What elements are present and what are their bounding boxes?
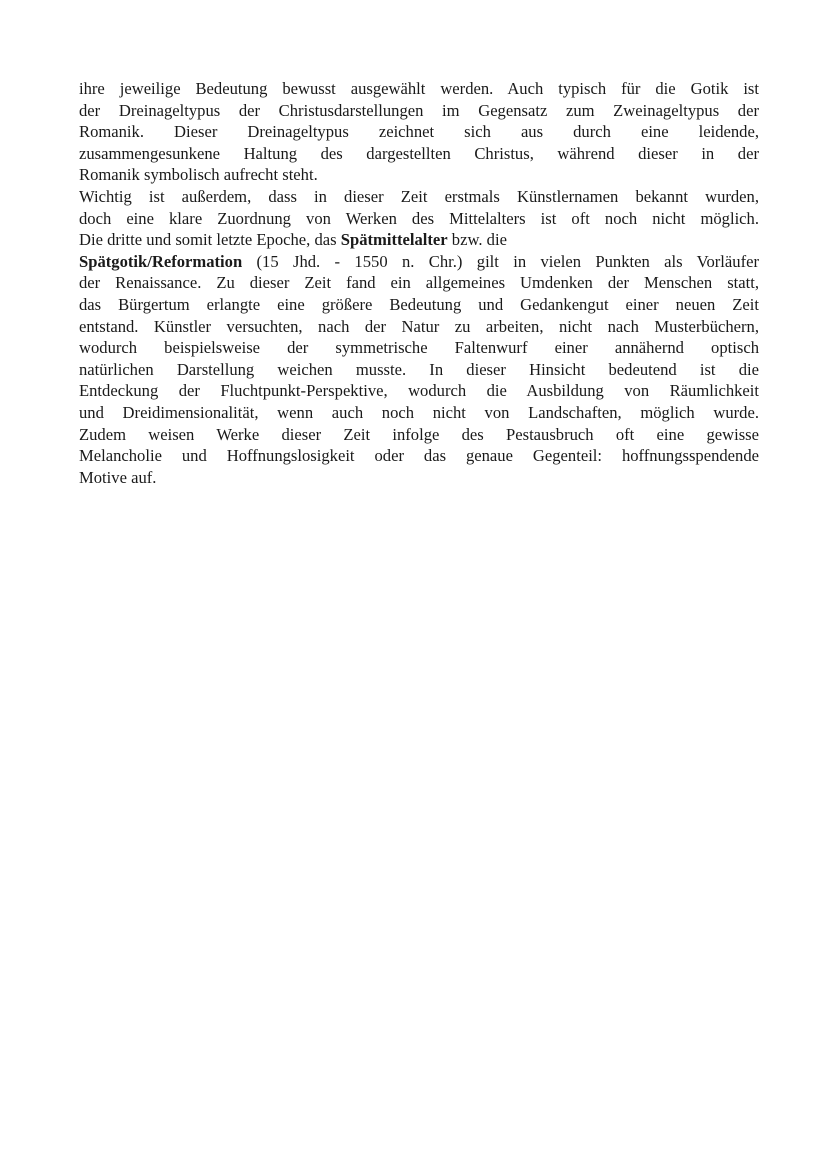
text-run: der Dreinageltypus der Christusdarstellungen im Gegensatz zum Zweinageltypus der xyxy=(79,100,759,120)
text-line xyxy=(79,164,759,186)
text-run: der Renaissance. Zu dieser Zeit fand ein allgemeines Umdenken der Menschen statt, xyxy=(79,273,759,293)
text-line xyxy=(79,402,759,424)
text-line xyxy=(79,467,759,489)
text-run: Romanik symbolisch aufrecht steht. xyxy=(79,165,318,185)
text-line xyxy=(79,359,759,381)
text-line xyxy=(79,143,759,165)
text-run: Die dritte und somit letzte Epoche, das xyxy=(79,230,341,250)
text-run: zusammengesunkene Haltung des dargestellten Christus, während dieser in der xyxy=(79,143,759,163)
text-run: ihre jeweilige Bedeutung bewusst ausgewählt werden. Auch typisch für die Gotik ist xyxy=(79,79,759,98)
text-line xyxy=(79,121,759,143)
text-line xyxy=(79,229,759,251)
text-line xyxy=(79,316,759,338)
text-run: Zudem weisen Werke dieser Zeit infolge des Pestausbruch oft eine gewisse xyxy=(79,424,759,444)
text-line xyxy=(79,445,759,467)
body-text xyxy=(79,78,759,488)
text-run: Entdeckung der Fluchtpunkt-Perspektive, wodurch die Ausbildung von Räumlichkeit xyxy=(79,381,759,401)
text-run: doch eine klare Zuordnung von Werken des Mittelalters ist oft noch nicht möglich. xyxy=(79,208,759,228)
text-run: Melancholie und Hoffnungslosigkeit oder das genaue Gegenteil: hoffnungsspendende xyxy=(79,446,759,466)
text-run: wodurch beispielsweise der symmetrische Faltenwurf einer annähernd optisch xyxy=(79,338,759,358)
text-run: Wichtig ist außerdem, dass in dieser Zeit erstmals Künstlernamen bekannt wurden, xyxy=(79,186,759,206)
bold-term: Spätmittelalter xyxy=(340,230,448,250)
text-run: (15 Jhd. - 1550 n. Chr.) gilt in vielen Punkten als Vorläufer xyxy=(242,251,759,271)
text-line xyxy=(79,337,759,359)
text-run: entstand. Künstler versuchten, nach der Natur zu arbeiten, nicht nach Musterbüchern, xyxy=(79,316,759,336)
text-line xyxy=(79,251,759,273)
text-line xyxy=(79,424,759,446)
text-run: das Bürgertum erlangte eine größere Bedeutung und Gedankengut einer neuen Zeit xyxy=(79,294,759,314)
text-run: bzw. die xyxy=(447,230,507,250)
text-line xyxy=(79,294,759,316)
text-run: Romanik. Dieser Dreinageltypus zeichnet sich aus durch eine leidende, xyxy=(79,122,759,142)
text-line xyxy=(79,208,759,230)
text-line xyxy=(79,272,759,294)
text-line xyxy=(79,380,759,402)
text-line xyxy=(79,186,759,208)
text-run: und Dreidimensionalität, wenn auch noch nicht von Landschaften, möglich wurde. xyxy=(79,402,759,422)
text-run: natürlichen Darstellung weichen musste. In dieser Hinsicht bedeutend ist die xyxy=(79,359,759,379)
text-line xyxy=(79,78,759,100)
text-line xyxy=(79,100,759,122)
text-run: Motive auf. xyxy=(79,467,157,487)
bold-term: Spätgotik/Reformation xyxy=(79,251,243,271)
